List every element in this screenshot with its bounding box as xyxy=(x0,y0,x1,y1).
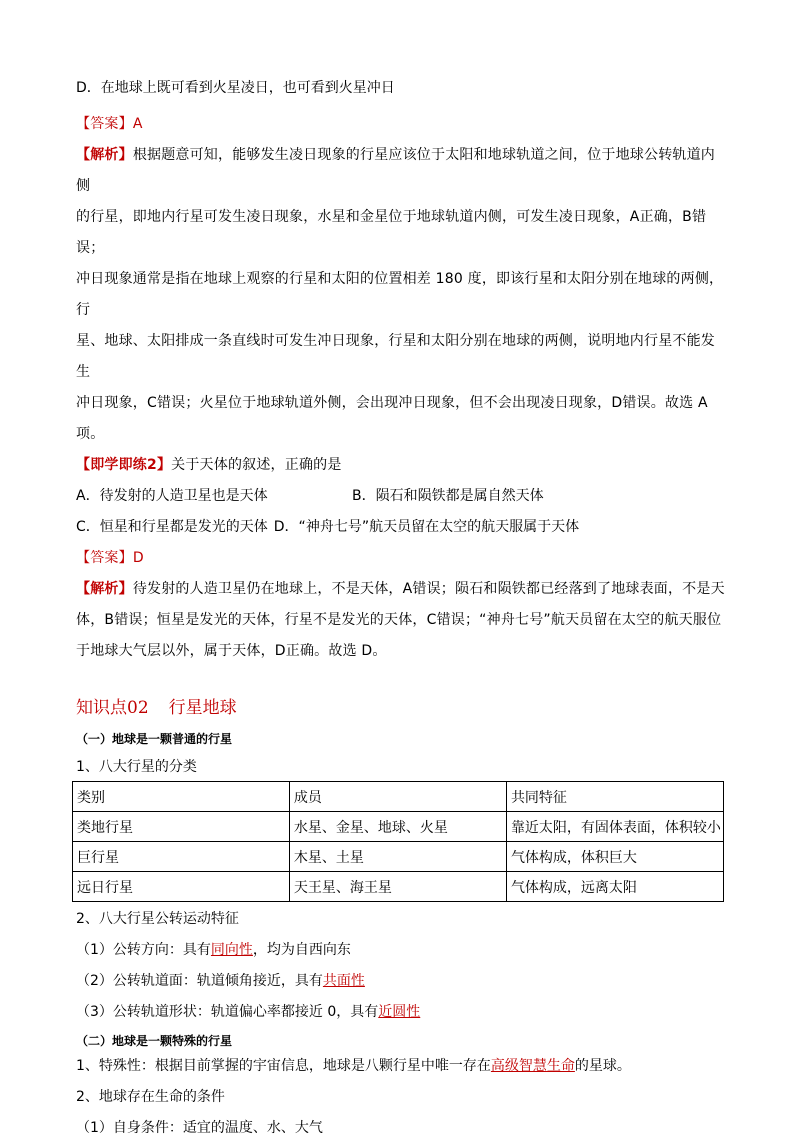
analysis-line: 星、地球、太阳排成一条直线时可发生冲日现象，行星和太阳分别在地球的两侧，说明地内行星不能发生 xyxy=(76,333,715,380)
answer-value: D xyxy=(132,550,144,566)
part2-heading: （二）地球是一颗特殊的行星 xyxy=(76,1034,233,1048)
table-cell: 巨行星 xyxy=(73,842,290,872)
q1-option-d: D．在地球上既可看到火星凌日，也可看到火星冲日 xyxy=(76,80,395,96)
feature-text: （1）公转方向：具有 xyxy=(76,942,211,958)
analysis-line: 体，B错误；恒星是发光的天体，行星不是发光的天体，C错误；“神舟七号”航天员留在太空的航天服位 xyxy=(76,612,722,628)
analysis-line: 冲日现象通常是指在地球上观察的行星和太阳的位置相差 180 度，即该行星和太阳分别在地球的两侧，行 xyxy=(76,271,724,318)
table-cell: 类地行星 xyxy=(73,812,290,842)
part1-heading: （一）地球是一颗普通的行星 xyxy=(76,732,233,746)
answer-value: A xyxy=(132,116,143,132)
analysis-text: 待发射的人造卫星仍在地球上，不是天体，A错误；陨石和陨铁都已经落到了地球表面，不是天 xyxy=(132,581,725,597)
part2-item2-title: 2、地球存在生命的条件 xyxy=(76,1089,225,1105)
answer-label: 【答案】 xyxy=(76,550,133,566)
planet-classification-table xyxy=(72,781,724,902)
item-text: 的星球。 xyxy=(574,1058,631,1074)
q2-label: 【即学即练2】 xyxy=(76,457,172,473)
feature-line xyxy=(76,997,726,1028)
table-header-cell: 类别 xyxy=(73,782,290,812)
feature-text: （2）公转轨道面：轨道倾角接近，具有 xyxy=(76,973,323,989)
q2-stem-text: 关于天体的叙述，正确的是 xyxy=(171,457,342,473)
part1-item2-title: 2、八大行星公转运动特征 xyxy=(76,911,239,927)
table-cell: 气体构成，体积巨大 xyxy=(506,842,723,872)
section-number: 知识点02 xyxy=(76,698,149,718)
q2-option-b: B．陨石和陨铁都是属自然天体 xyxy=(352,488,544,504)
analysis-line xyxy=(76,140,726,202)
part1-item1-title: 1、八大行星的分类 xyxy=(76,759,197,775)
analysis-text: 根据题意可知，能够发生凌日现象的行星应该位于太阳和地球轨道之间，位于地球公转轨道内侧 xyxy=(76,147,716,194)
table-cell: 水星、金星、地球、火星 xyxy=(289,812,506,842)
part2-item2-sub1: （1）自身条件：适宜的温度、水、大气 xyxy=(76,1120,323,1136)
q2-option-d: D．“神舟七号”航天员留在太空的航天服属于天体 xyxy=(273,519,580,535)
item-keyword: 高级智慧生命 xyxy=(490,1058,575,1074)
analysis-line: 的行星，即地内行星可发生凌日现象，水星和金星位于地球轨道内侧，可发生凌日现象，A正确，B错误； xyxy=(76,209,707,256)
table-cell: 靠近太阳，有固体表面，体积较小 xyxy=(506,812,723,842)
feature-text: ，均为自西向东 xyxy=(252,942,351,958)
table-cell: 远日行星 xyxy=(73,872,290,902)
table-header-cell: 成员 xyxy=(289,782,506,812)
table-cell: 木星、土星 xyxy=(289,842,506,872)
q2-answer xyxy=(76,543,726,574)
feature-keyword: 共面性 xyxy=(322,973,365,989)
q2-option-c: C．恒星和行星都是发光的天体 xyxy=(76,519,268,535)
analysis-label: 【解析】 xyxy=(76,581,133,597)
table-row xyxy=(73,842,724,872)
analysis-line: 于地球大气层以外，属于天体，D正确。故选 D。 xyxy=(76,643,387,659)
feature-line xyxy=(76,966,726,997)
analysis-line: 冲日现象，C错误；火星位于地球轨道外侧，会出现冲日现象，但不会出现凌日现象，D错误。故选 A项。 xyxy=(76,395,708,442)
analysis-label: 【解析】 xyxy=(76,147,133,163)
document-page xyxy=(76,78,726,1144)
feature-keyword: 同向性 xyxy=(210,942,253,958)
table-row xyxy=(73,812,724,842)
feature-text: （3）公转轨道形状：轨道偏心率都接近 0，具有 xyxy=(76,1004,379,1020)
q2-options-row-1 xyxy=(76,481,726,512)
table-row xyxy=(73,872,724,902)
table-header-cell: 共同特征 xyxy=(506,782,723,812)
feature-line xyxy=(76,935,726,966)
q2-stem xyxy=(76,450,726,481)
table-cell: 天王星、海王星 xyxy=(289,872,506,902)
q1-analysis xyxy=(76,140,726,450)
section-heading xyxy=(76,696,726,720)
q2-option-a: A．待发射的人造卫星也是天体 xyxy=(76,488,268,504)
answer-label: 【答案】 xyxy=(76,116,133,132)
part2-item1 xyxy=(76,1051,726,1082)
analysis-line xyxy=(76,574,726,605)
table-cell: 气体构成，远离太阳 xyxy=(506,872,723,902)
q2-options-row-2 xyxy=(76,512,726,543)
q2-analysis xyxy=(76,574,726,667)
section-title: 行星地球 xyxy=(168,698,237,718)
feature-keyword: 近圆性 xyxy=(378,1004,421,1020)
item-text: 1、特殊性：根据目前掌握的宇宙信息，地球是八颗行星中唯一存在 xyxy=(76,1058,491,1074)
q1-answer xyxy=(76,109,726,140)
table-header-row xyxy=(73,782,724,812)
